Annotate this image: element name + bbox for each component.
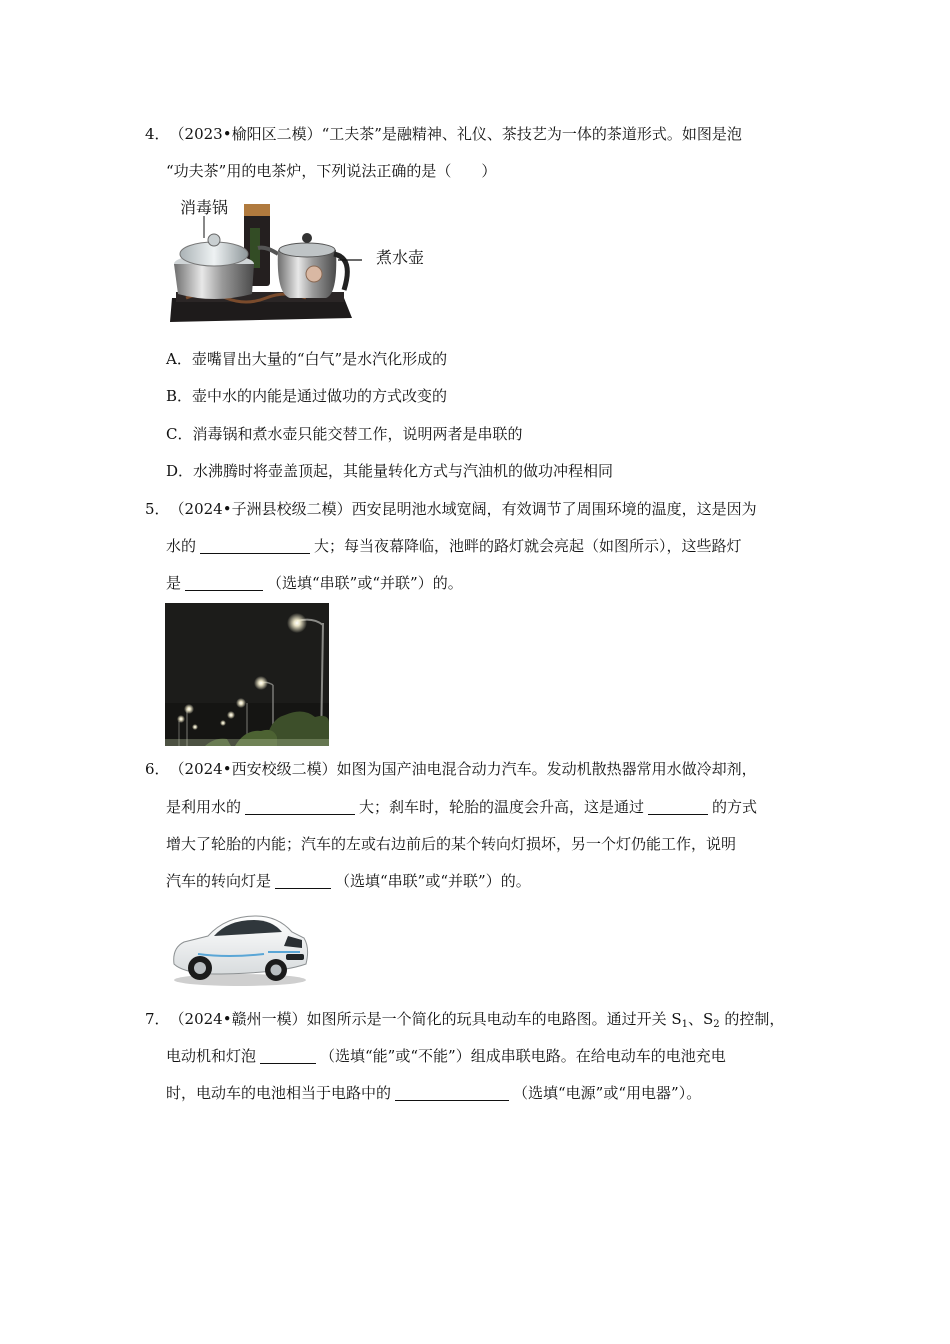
q6-source: （2024•西安校级二模） bbox=[169, 760, 337, 778]
option-text: 壶嘴冒出大量的“白气”是水汽化形成的 bbox=[191, 350, 448, 368]
q6-stem-4b: （选填“串联”或“并联”）的。 bbox=[335, 872, 531, 890]
q7-line2 bbox=[166, 1046, 726, 1066]
answer-blank[interactable] bbox=[200, 537, 310, 554]
q6-stem-2c: 的方式 bbox=[712, 798, 758, 816]
q4-stem-2: “功夫茶”用的电茶炉，下列说法正确的是（ ） bbox=[166, 162, 497, 180]
q5-stem-2b: 大；每当夜幕降临，池畔的路灯就会亮起（如图所示），这些路灯 bbox=[314, 537, 742, 555]
q5-stem-3b: （选填“串联”或“并联”）的。 bbox=[267, 574, 463, 592]
q4-stem-1: “工夫茶”是融精神、礼仪、茶技艺为一体的茶道形式。如图是泡 bbox=[321, 125, 742, 143]
q7-stem-1c: 的控制， bbox=[719, 1010, 785, 1028]
q5-line3 bbox=[166, 573, 463, 593]
option-key: A． bbox=[166, 350, 192, 368]
q7-stem-2a: 电动机和灯泡 bbox=[166, 1047, 257, 1065]
street-lights-photo bbox=[165, 603, 329, 746]
street-lights-drawing bbox=[165, 603, 329, 746]
answer-blank[interactable] bbox=[260, 1047, 316, 1064]
q6-stem-1: 如图为国产油电混合动力汽车。发动机散热器常用水做冷却剂， bbox=[336, 760, 757, 778]
hybrid-car-drawing bbox=[168, 908, 310, 988]
q7-stem-1b: 、S bbox=[688, 1010, 714, 1028]
q4-option-a bbox=[166, 349, 447, 369]
answer-blank[interactable] bbox=[185, 574, 263, 591]
q4-option-d bbox=[166, 461, 613, 481]
q7-line1 bbox=[145, 1009, 784, 1029]
q4-option-c bbox=[166, 424, 523, 444]
q5-line2 bbox=[166, 536, 742, 556]
q5-stem-2a: 水的 bbox=[166, 537, 197, 555]
q7-stem-1a: 如图所示是一个简化的玩具电动车的电路图。通过开关 S bbox=[306, 1010, 682, 1028]
switch-subscript: 1 bbox=[681, 1019, 688, 1030]
option-key: D． bbox=[166, 462, 194, 480]
option-text: 消毒锅和煮水壶只能交替工作，说明两者是串联的 bbox=[192, 425, 523, 443]
option-key: C． bbox=[166, 425, 193, 443]
q5-source: （2024•子洲县校级二模） bbox=[169, 500, 352, 518]
q5-stem-1: 西安昆明池水域宽阔，有效调节了周围环境的温度，这是因为 bbox=[351, 500, 757, 518]
q4-line1 bbox=[145, 124, 742, 144]
q4-number: 4． bbox=[145, 125, 170, 143]
q4-option-b bbox=[166, 386, 447, 406]
q5-stem-3a: 是 bbox=[166, 574, 182, 592]
q5-number: 5． bbox=[145, 500, 170, 518]
option-text: 水沸腾时将壶盖顶起，其能量转化方式与汽油机的做功冲程相同 bbox=[193, 462, 614, 480]
q6-stem-3: 增大了轮胎的内能；汽车的左或右边前后的某个转向灯损坏，另一个灯仍能工作，说明 bbox=[166, 835, 737, 853]
q6-stem-2a: 是利用水的 bbox=[166, 798, 242, 816]
q4-source: （2023•榆阳区二模） bbox=[169, 125, 322, 143]
switch-subscript: 2 bbox=[713, 1019, 720, 1030]
figure-label-sterilizer: 消毒锅 bbox=[180, 198, 229, 217]
q7-number: 7． bbox=[145, 1010, 170, 1028]
figure-label-kettle: 煮水壶 bbox=[376, 248, 425, 267]
answer-blank[interactable] bbox=[245, 798, 355, 815]
q7-source: （2024•赣州一模） bbox=[169, 1010, 307, 1028]
answer-blank[interactable] bbox=[395, 1084, 509, 1101]
q6-line1 bbox=[145, 759, 757, 779]
option-key: B． bbox=[166, 387, 193, 405]
q6-stem-2b: 大；刹车时，轮胎的温度会升高，这是通过 bbox=[359, 798, 645, 816]
q6-line2 bbox=[166, 797, 757, 817]
q7-line3 bbox=[166, 1083, 701, 1103]
q6-line3 bbox=[166, 834, 736, 854]
q7-stem-3b: （选填“电源”或“用电器”）。 bbox=[513, 1084, 702, 1102]
q6-number: 6． bbox=[145, 760, 170, 778]
q5-line1 bbox=[145, 499, 757, 519]
q7-stem-2b: （选填“能”或“不能”）组成串联电路。在给电动车的电池充电 bbox=[320, 1047, 726, 1065]
answer-blank[interactable] bbox=[275, 872, 331, 889]
q4-line2 bbox=[166, 161, 496, 181]
q6-line4 bbox=[166, 871, 531, 891]
option-text: 壶中水的内能是通过做功的方式改变的 bbox=[192, 387, 448, 405]
tea-stove-figure bbox=[166, 194, 436, 330]
answer-blank[interactable] bbox=[648, 798, 708, 815]
hybrid-car-photo bbox=[168, 908, 310, 988]
q7-stem-3a: 时，电动车的电池相当于电路中的 bbox=[166, 1084, 392, 1102]
q6-stem-4a: 汽车的转向灯是 bbox=[166, 872, 272, 890]
